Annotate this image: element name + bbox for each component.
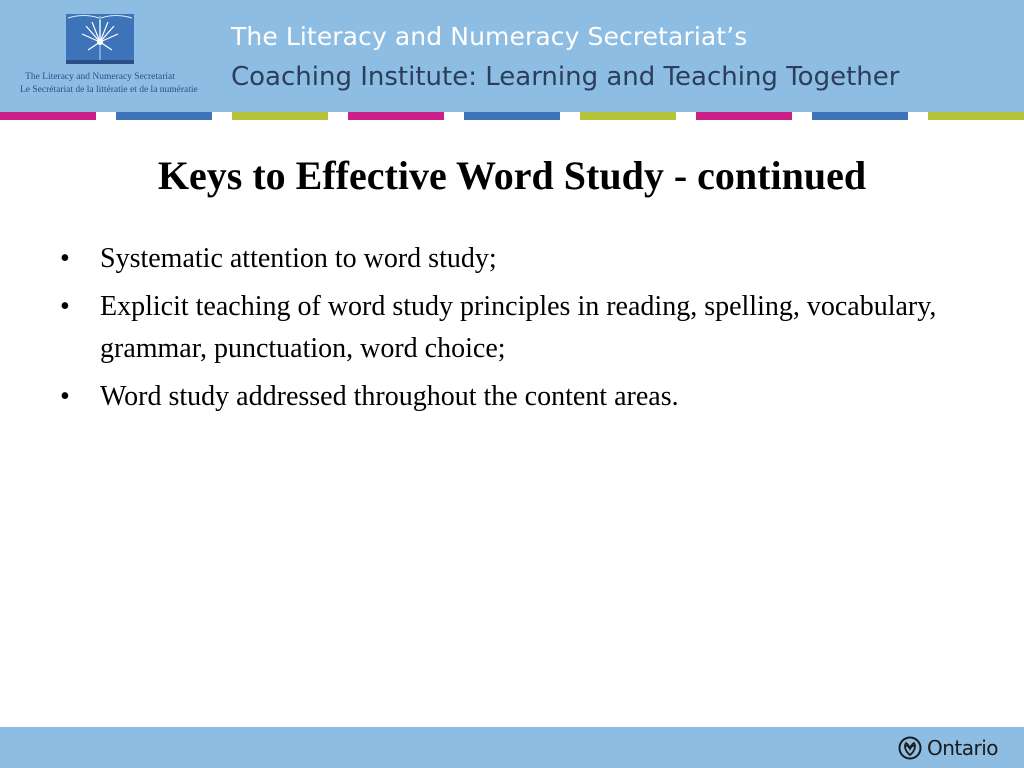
bullet-icon: • — [60, 243, 70, 274]
header-title: Coaching Institute: Learning and Teaching Together — [231, 62, 900, 92]
bullet-item — [60, 238, 980, 280]
stripe-segment — [232, 112, 328, 120]
secretariat-logo — [20, 10, 198, 105]
bullet-text: Explicit teaching of word study principles in reading, spelling, vocabulary, grammar, punctuation, word choice; — [100, 291, 937, 364]
slide-footer — [0, 727, 1024, 768]
bullet-text: Word study addressed throughout the content areas. — [100, 381, 679, 412]
logo-text-french: Le Secrétariat de la littératie et de la numératie — [20, 85, 198, 95]
stripe-gap — [676, 112, 696, 120]
stripe-gap — [444, 112, 464, 120]
stripe-segment — [348, 112, 444, 120]
stripe-segment — [464, 112, 560, 120]
stripe-gap — [212, 112, 232, 120]
stripe-segment — [116, 112, 212, 120]
bullet-item — [60, 376, 980, 418]
bullet-icon: • — [60, 381, 70, 412]
header-subtitle: The Literacy and Numeracy Secretariat’s — [231, 22, 748, 51]
stripe-segment — [0, 112, 96, 120]
stripe-segment — [696, 112, 792, 120]
ontario-wordmark: Ontario — [926, 736, 998, 760]
bullet-icon: • — [60, 291, 70, 322]
slide-header — [0, 0, 1024, 112]
stripe-gap — [96, 112, 116, 120]
ontario-logo — [898, 735, 998, 761]
stripe-gap — [792, 112, 812, 120]
trillium-icon — [898, 736, 922, 760]
bullet-item — [60, 286, 980, 370]
stripe-gap — [560, 112, 580, 120]
bullet-text: Systematic attention to word study; — [100, 243, 497, 274]
stripe-segment — [812, 112, 908, 120]
logo-text-english: The Literacy and Numeracy Secretariat — [25, 72, 175, 82]
stripe-gap — [328, 112, 348, 120]
slide-title: Keys to Effective Word Study - continued — [157, 153, 867, 198]
stripe-segment — [928, 112, 1024, 120]
stripe-gap — [908, 112, 928, 120]
open-book-icon — [64, 10, 136, 66]
stripe-segment — [580, 112, 676, 120]
bullet-list — [60, 238, 980, 424]
color-stripe — [0, 112, 1024, 120]
